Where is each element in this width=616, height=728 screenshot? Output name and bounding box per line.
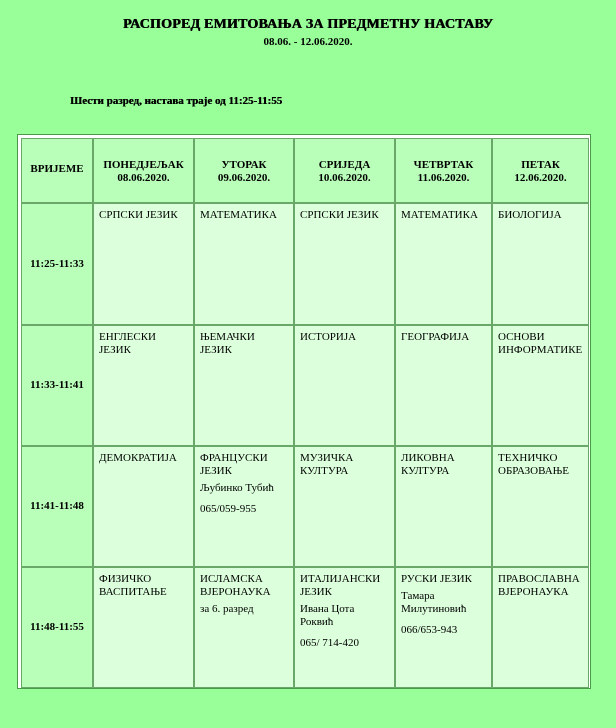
header-date: 09.06.2020. bbox=[217, 172, 271, 184]
header-day: ПОНЕДЈЕЉАК bbox=[103, 159, 184, 171]
header-cell bbox=[395, 138, 492, 203]
subject-name: СРПСКИ ЈЕЗИК bbox=[300, 209, 379, 221]
header-day: УТОРАК bbox=[221, 159, 267, 171]
subject-cell bbox=[194, 567, 294, 688]
subject-cell bbox=[492, 325, 589, 446]
subject-cell bbox=[93, 325, 194, 446]
time-slot: 11:41-11:48 bbox=[30, 500, 84, 512]
subject-cell bbox=[294, 203, 395, 325]
subject-cell bbox=[93, 567, 194, 688]
page-title: РАСПОРЕД ЕМИТОВАЊА ЗА ПРЕДМЕТНУ НАСТАВУ bbox=[122, 17, 494, 32]
teacher-name: Ивана Цота Роквић bbox=[300, 603, 355, 628]
subject-name: ЊЕМАЧКИ ЈЕЗИК bbox=[200, 331, 255, 356]
teacher-phone: 065/ 714-420 bbox=[300, 637, 359, 649]
teacher-name: Тамара Милутиновић bbox=[401, 590, 467, 615]
subject-cell bbox=[294, 446, 395, 567]
subject-cell bbox=[194, 203, 294, 325]
time-slot: 11:48-11:55 bbox=[30, 621, 84, 633]
teacher-phone: 065/059-955 bbox=[200, 503, 257, 515]
subject-name: ИСЛАМСКА ВЈЕРОНАУКА bbox=[200, 573, 271, 598]
subject-cell bbox=[395, 203, 492, 325]
subject-cell bbox=[492, 203, 589, 325]
subject-name: ИСТОРИЈА bbox=[300, 331, 357, 343]
header-date: 10.06.2020. bbox=[318, 172, 371, 184]
subject-name: МАТЕМАТИКА bbox=[200, 209, 277, 221]
header-date: 12.06.2020. bbox=[514, 172, 567, 184]
subject-name: ЕНГЛЕСКИ ЈЕЗИК bbox=[99, 331, 156, 356]
header-day: ПЕТАК bbox=[521, 159, 560, 171]
header-day: ЧЕТВРТАК bbox=[413, 159, 474, 171]
subject-name: ТЕХНИЧКО ОБРАЗОВАЊЕ bbox=[498, 452, 569, 477]
time-slot: 11:25-11:33 bbox=[30, 257, 84, 270]
subject-name: ИТАЛИЈАНСКИ ЈЕЗИК bbox=[300, 573, 381, 598]
subject-note: за 6. разред bbox=[200, 603, 254, 615]
week-dates: 08.06. - 12.06.2020. bbox=[263, 36, 353, 48]
subject-name: БИОЛОГИЈА bbox=[498, 209, 562, 221]
subject-cell bbox=[492, 446, 589, 567]
subject-cell bbox=[93, 203, 194, 325]
header-cell bbox=[492, 138, 589, 203]
time-slot: 11:33-11:41 bbox=[30, 379, 84, 391]
teacher-name: Љубинко Тубић bbox=[200, 482, 274, 494]
subject-cell bbox=[194, 446, 294, 567]
subject-name: РУСКИ ЈЕЗИК bbox=[401, 573, 472, 585]
header-date: 08.06.2020. bbox=[117, 172, 170, 184]
header-date: 11.06.2020. bbox=[417, 172, 470, 184]
time-cell bbox=[21, 325, 93, 446]
subject-name: ГЕОГРАФИЈА bbox=[401, 331, 470, 343]
schedule-table bbox=[17, 134, 591, 689]
teacher-phone: 066/653-943 bbox=[401, 624, 458, 636]
subject-name: СРПСКИ ЈЕЗИК bbox=[99, 209, 178, 221]
subject-name: ПРАВОСЛАВНА ВЈЕРОНАУКА bbox=[498, 573, 580, 598]
subject-cell bbox=[93, 446, 194, 567]
header-day: СРИЈЕДА bbox=[318, 159, 371, 171]
time-cell bbox=[21, 203, 93, 325]
subject-cell bbox=[294, 325, 395, 446]
subject-cell bbox=[492, 567, 589, 688]
header-cell bbox=[294, 138, 395, 203]
header-cell bbox=[21, 138, 93, 203]
time-cell bbox=[21, 446, 93, 567]
subject-name: ДЕМОКРАТИЈА bbox=[99, 452, 177, 464]
grade-subtitle: Шести разред, настава траје од 11:25-11:55 bbox=[70, 95, 283, 107]
subject-cell bbox=[194, 325, 294, 446]
subject-name: ЛИКОВНА КУЛТУРА bbox=[401, 452, 455, 477]
header-cell bbox=[93, 138, 194, 203]
subject-name: МАТЕМАТИКА bbox=[401, 209, 478, 221]
subject-name: ФИЗИЧКО ВАСПИТАЊЕ bbox=[99, 573, 167, 598]
header-day: ВРИЈЕМЕ bbox=[30, 163, 84, 175]
subject-cell bbox=[395, 446, 492, 567]
header-cell bbox=[194, 138, 294, 203]
subject-cell bbox=[395, 567, 492, 688]
subject-cell bbox=[395, 325, 492, 446]
subject-cell bbox=[294, 567, 395, 688]
time-cell bbox=[21, 567, 93, 688]
subject-name: МУЗИЧКА КУЛТУРА bbox=[300, 452, 354, 477]
subject-name: ОСНОВИ ИНФОРМАТИКЕ bbox=[498, 331, 583, 356]
subject-name: ФРАНЦУСКИ ЈЕЗИК bbox=[200, 452, 268, 477]
